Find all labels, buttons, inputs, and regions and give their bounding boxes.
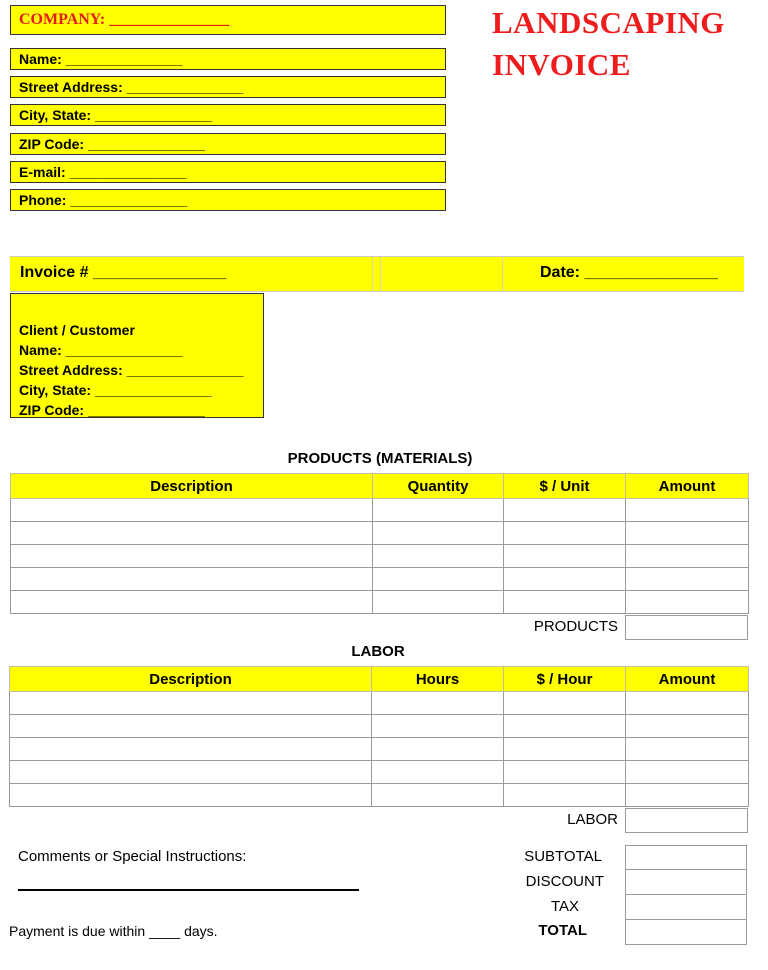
cell[interactable] xyxy=(372,715,504,738)
cell[interactable] xyxy=(626,545,749,568)
labor-header-description: Description xyxy=(10,667,372,692)
labor-header-amount: Amount xyxy=(626,667,749,692)
cell[interactable] xyxy=(504,568,626,591)
client-block xyxy=(10,293,264,418)
products-header-description: Description xyxy=(11,474,373,499)
cell[interactable] xyxy=(626,499,749,522)
cell[interactable] xyxy=(11,568,373,591)
products-header-amount: Amount xyxy=(626,474,749,499)
company-phone-field[interactable]: Phone: _______________ xyxy=(10,189,446,211)
cell[interactable] xyxy=(373,591,504,614)
cell[interactable] xyxy=(10,761,372,784)
products-title: PRODUCTS (MATERIALS) xyxy=(287,450,473,467)
labor-header-hours: Hours xyxy=(372,667,504,692)
products-table xyxy=(10,473,749,614)
products-header-unit-price: $ / Unit xyxy=(504,474,626,499)
table-row xyxy=(11,545,749,568)
cell[interactable] xyxy=(11,591,373,614)
table-row xyxy=(11,499,749,522)
cell[interactable] xyxy=(373,522,504,545)
company-city-field[interactable]: City, State: _______________ xyxy=(10,104,446,126)
table-row xyxy=(10,692,749,715)
cell[interactable] xyxy=(11,522,373,545)
cell[interactable] xyxy=(10,784,372,807)
invoice-date-field[interactable]: Date: _______________ xyxy=(540,264,718,281)
total-box[interactable] xyxy=(625,920,747,945)
client-heading: Client / Customer xyxy=(19,322,135,338)
products-total-label: PRODUCTS xyxy=(533,618,618,635)
cell[interactable] xyxy=(10,715,372,738)
company-name-field[interactable]: Name: _______________ xyxy=(10,48,446,70)
cell[interactable] xyxy=(626,715,749,738)
company-email-field[interactable]: E-mail: _______________ xyxy=(10,161,446,183)
discount-box[interactable] xyxy=(625,870,747,895)
cell[interactable] xyxy=(10,692,372,715)
client-name-field[interactable]: Name: _______________ xyxy=(19,342,183,358)
cell[interactable] xyxy=(372,761,504,784)
total-label: TOTAL xyxy=(538,922,587,939)
table-row xyxy=(11,591,749,614)
cell[interactable] xyxy=(504,715,626,738)
cell[interactable] xyxy=(626,591,749,614)
subtotal-box[interactable] xyxy=(625,845,747,870)
labor-header-hourly-rate: $ / Hour xyxy=(504,667,626,692)
table-row xyxy=(10,715,749,738)
table-row xyxy=(10,761,749,784)
comments-line[interactable] xyxy=(18,889,359,891)
cell[interactable] xyxy=(372,784,504,807)
table-row xyxy=(10,784,749,807)
products-header-quantity: Quantity xyxy=(373,474,504,499)
invoice-title xyxy=(492,2,762,86)
company-blank: _______________ xyxy=(109,11,230,28)
cell[interactable] xyxy=(504,522,626,545)
cell[interactable] xyxy=(10,738,372,761)
products-header-row xyxy=(11,474,749,499)
company-field[interactable] xyxy=(10,5,446,35)
cell[interactable] xyxy=(11,499,373,522)
cell[interactable] xyxy=(373,499,504,522)
company-label: COMPANY: xyxy=(19,11,106,28)
cell[interactable] xyxy=(626,522,749,545)
cell[interactable] xyxy=(504,591,626,614)
client-city-field[interactable]: City, State: _______________ xyxy=(19,382,212,398)
cell[interactable] xyxy=(373,545,504,568)
client-zip-field[interactable]: ZIP Code: _______________ xyxy=(19,402,205,418)
discount-label: DISCOUNT xyxy=(525,873,604,890)
table-row xyxy=(10,738,749,761)
cell[interactable] xyxy=(372,738,504,761)
labor-total-label: LABOR xyxy=(567,811,618,828)
cell[interactable] xyxy=(11,545,373,568)
labor-table xyxy=(9,666,749,807)
tax-box[interactable] xyxy=(625,895,747,920)
cell[interactable] xyxy=(372,692,504,715)
title-line-2: INVOICE xyxy=(492,47,631,82)
client-street-field[interactable]: Street Address: _______________ xyxy=(19,362,244,378)
labor-header-row xyxy=(10,667,749,692)
cell[interactable] xyxy=(626,692,749,715)
table-row xyxy=(11,522,749,545)
company-zip-field[interactable]: ZIP Code: _______________ xyxy=(10,133,446,155)
subtotal-label: SUBTOTAL xyxy=(524,848,602,865)
cell[interactable] xyxy=(626,568,749,591)
tax-label: TAX xyxy=(550,898,579,915)
products-total-box[interactable] xyxy=(625,615,748,640)
labor-title: LABOR xyxy=(351,643,405,660)
cell[interactable] xyxy=(504,784,626,807)
invoice-number-field[interactable]: Invoice # _______________ xyxy=(20,264,227,281)
payment-terms: Payment is due within ____ days. xyxy=(9,923,218,939)
table-row xyxy=(11,568,749,591)
cell[interactable] xyxy=(626,738,749,761)
labor-total-box[interactable] xyxy=(625,808,748,833)
cell[interactable] xyxy=(626,761,749,784)
company-street-field[interactable]: Street Address: _______________ xyxy=(10,76,446,98)
cell[interactable] xyxy=(373,568,504,591)
invoice-bar-cell xyxy=(380,257,503,291)
cell[interactable] xyxy=(504,761,626,784)
cell[interactable] xyxy=(504,545,626,568)
comments-label: Comments or Special Instructions: xyxy=(18,848,247,865)
cell[interactable] xyxy=(504,738,626,761)
cell[interactable] xyxy=(626,784,749,807)
cell[interactable] xyxy=(504,692,626,715)
title-line-1: LANDSCAPING xyxy=(492,5,725,40)
cell[interactable] xyxy=(504,499,626,522)
